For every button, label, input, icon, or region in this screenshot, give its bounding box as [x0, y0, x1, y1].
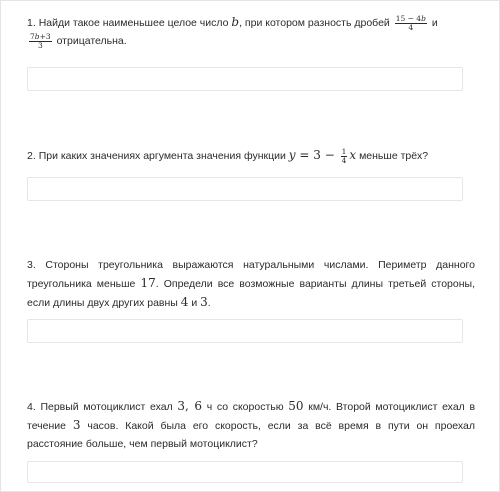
question-2-number: 2.	[27, 150, 36, 162]
answer-field-4[interactable]	[27, 461, 463, 483]
question-2-expr-x: x	[349, 148, 357, 162]
question-4-text-b: ч со скоростью	[206, 401, 284, 413]
answer-field-3[interactable]	[27, 319, 463, 343]
question-1-text-a: Найди такое наименьшее целое число	[38, 17, 229, 29]
question-4-val-3: 3	[72, 418, 81, 432]
fraction-1-num-var: b	[421, 13, 426, 23]
fraction-1-num-op: − 4	[405, 13, 422, 23]
question-3-val-17: 17	[140, 276, 156, 290]
question-1-text-c: отрицательна.	[56, 35, 127, 47]
fraction-1-num-a: 15	[395, 13, 406, 23]
question-3-text-b: . Определи все возможные варианты длины третьей стороны, если длины двух других равны	[27, 278, 475, 309]
question-4-val-time: 3, 6	[177, 399, 203, 413]
question-1-conj: и	[431, 17, 438, 29]
question-2-fraction	[341, 148, 348, 165]
question-4-text-c: км/ч. Второй мотоциклист ехал в течение	[27, 401, 476, 432]
fraction-2-num-b: +3	[39, 31, 51, 41]
fraction-2-den: 3	[37, 40, 43, 50]
question-4-text-d: часов. Какой была его скорость, если за всё время в пути он проехал расстояние больше, чем первый мотоциклист?	[27, 420, 475, 450]
question-2-frac-num: 1	[341, 146, 347, 156]
question-2-text-a: При каких значениях аргумента значения функции	[38, 150, 286, 162]
question-3-text-c: и	[191, 297, 198, 309]
question-2-frac-den: 4	[341, 155, 347, 165]
question-4-number: 4.	[27, 401, 36, 413]
question-4-text-a: Первый мотоциклист ехал	[40, 401, 173, 413]
answer-field-1[interactable]	[27, 67, 463, 91]
question-1-number: 1.	[27, 17, 36, 29]
question-2-expr-eq: = 3 −	[295, 148, 339, 162]
question-2-text-b: меньше трёх?	[359, 150, 429, 162]
question-3-val-3: 3	[200, 295, 208, 309]
question-1-fraction-2	[29, 33, 52, 50]
question-1	[27, 13, 475, 50]
question-1-var-b: b	[231, 15, 240, 29]
question-2	[27, 146, 475, 165]
question-4	[27, 397, 475, 453]
question-1-fraction-1	[395, 15, 427, 32]
fraction-2-num-a: 7	[30, 31, 35, 41]
fraction-1-den: 4	[408, 22, 414, 32]
question-2-expr-y: y	[288, 148, 296, 162]
question-1-text-b: , при котором разность дробей	[239, 17, 390, 29]
question-3-number: 3.	[27, 259, 36, 271]
question-4-val-speed: 50	[288, 399, 304, 413]
question-3-text-a: Стороны треугольника выражаются натуральными числами. Периметр данного треугольника меньше	[27, 259, 475, 290]
question-3	[27, 256, 475, 312]
question-3-text-d: .	[207, 297, 211, 309]
question-3-val-4: 4	[180, 295, 189, 309]
answer-field-2[interactable]	[27, 177, 463, 201]
fraction-2-num-var: b	[34, 31, 40, 41]
